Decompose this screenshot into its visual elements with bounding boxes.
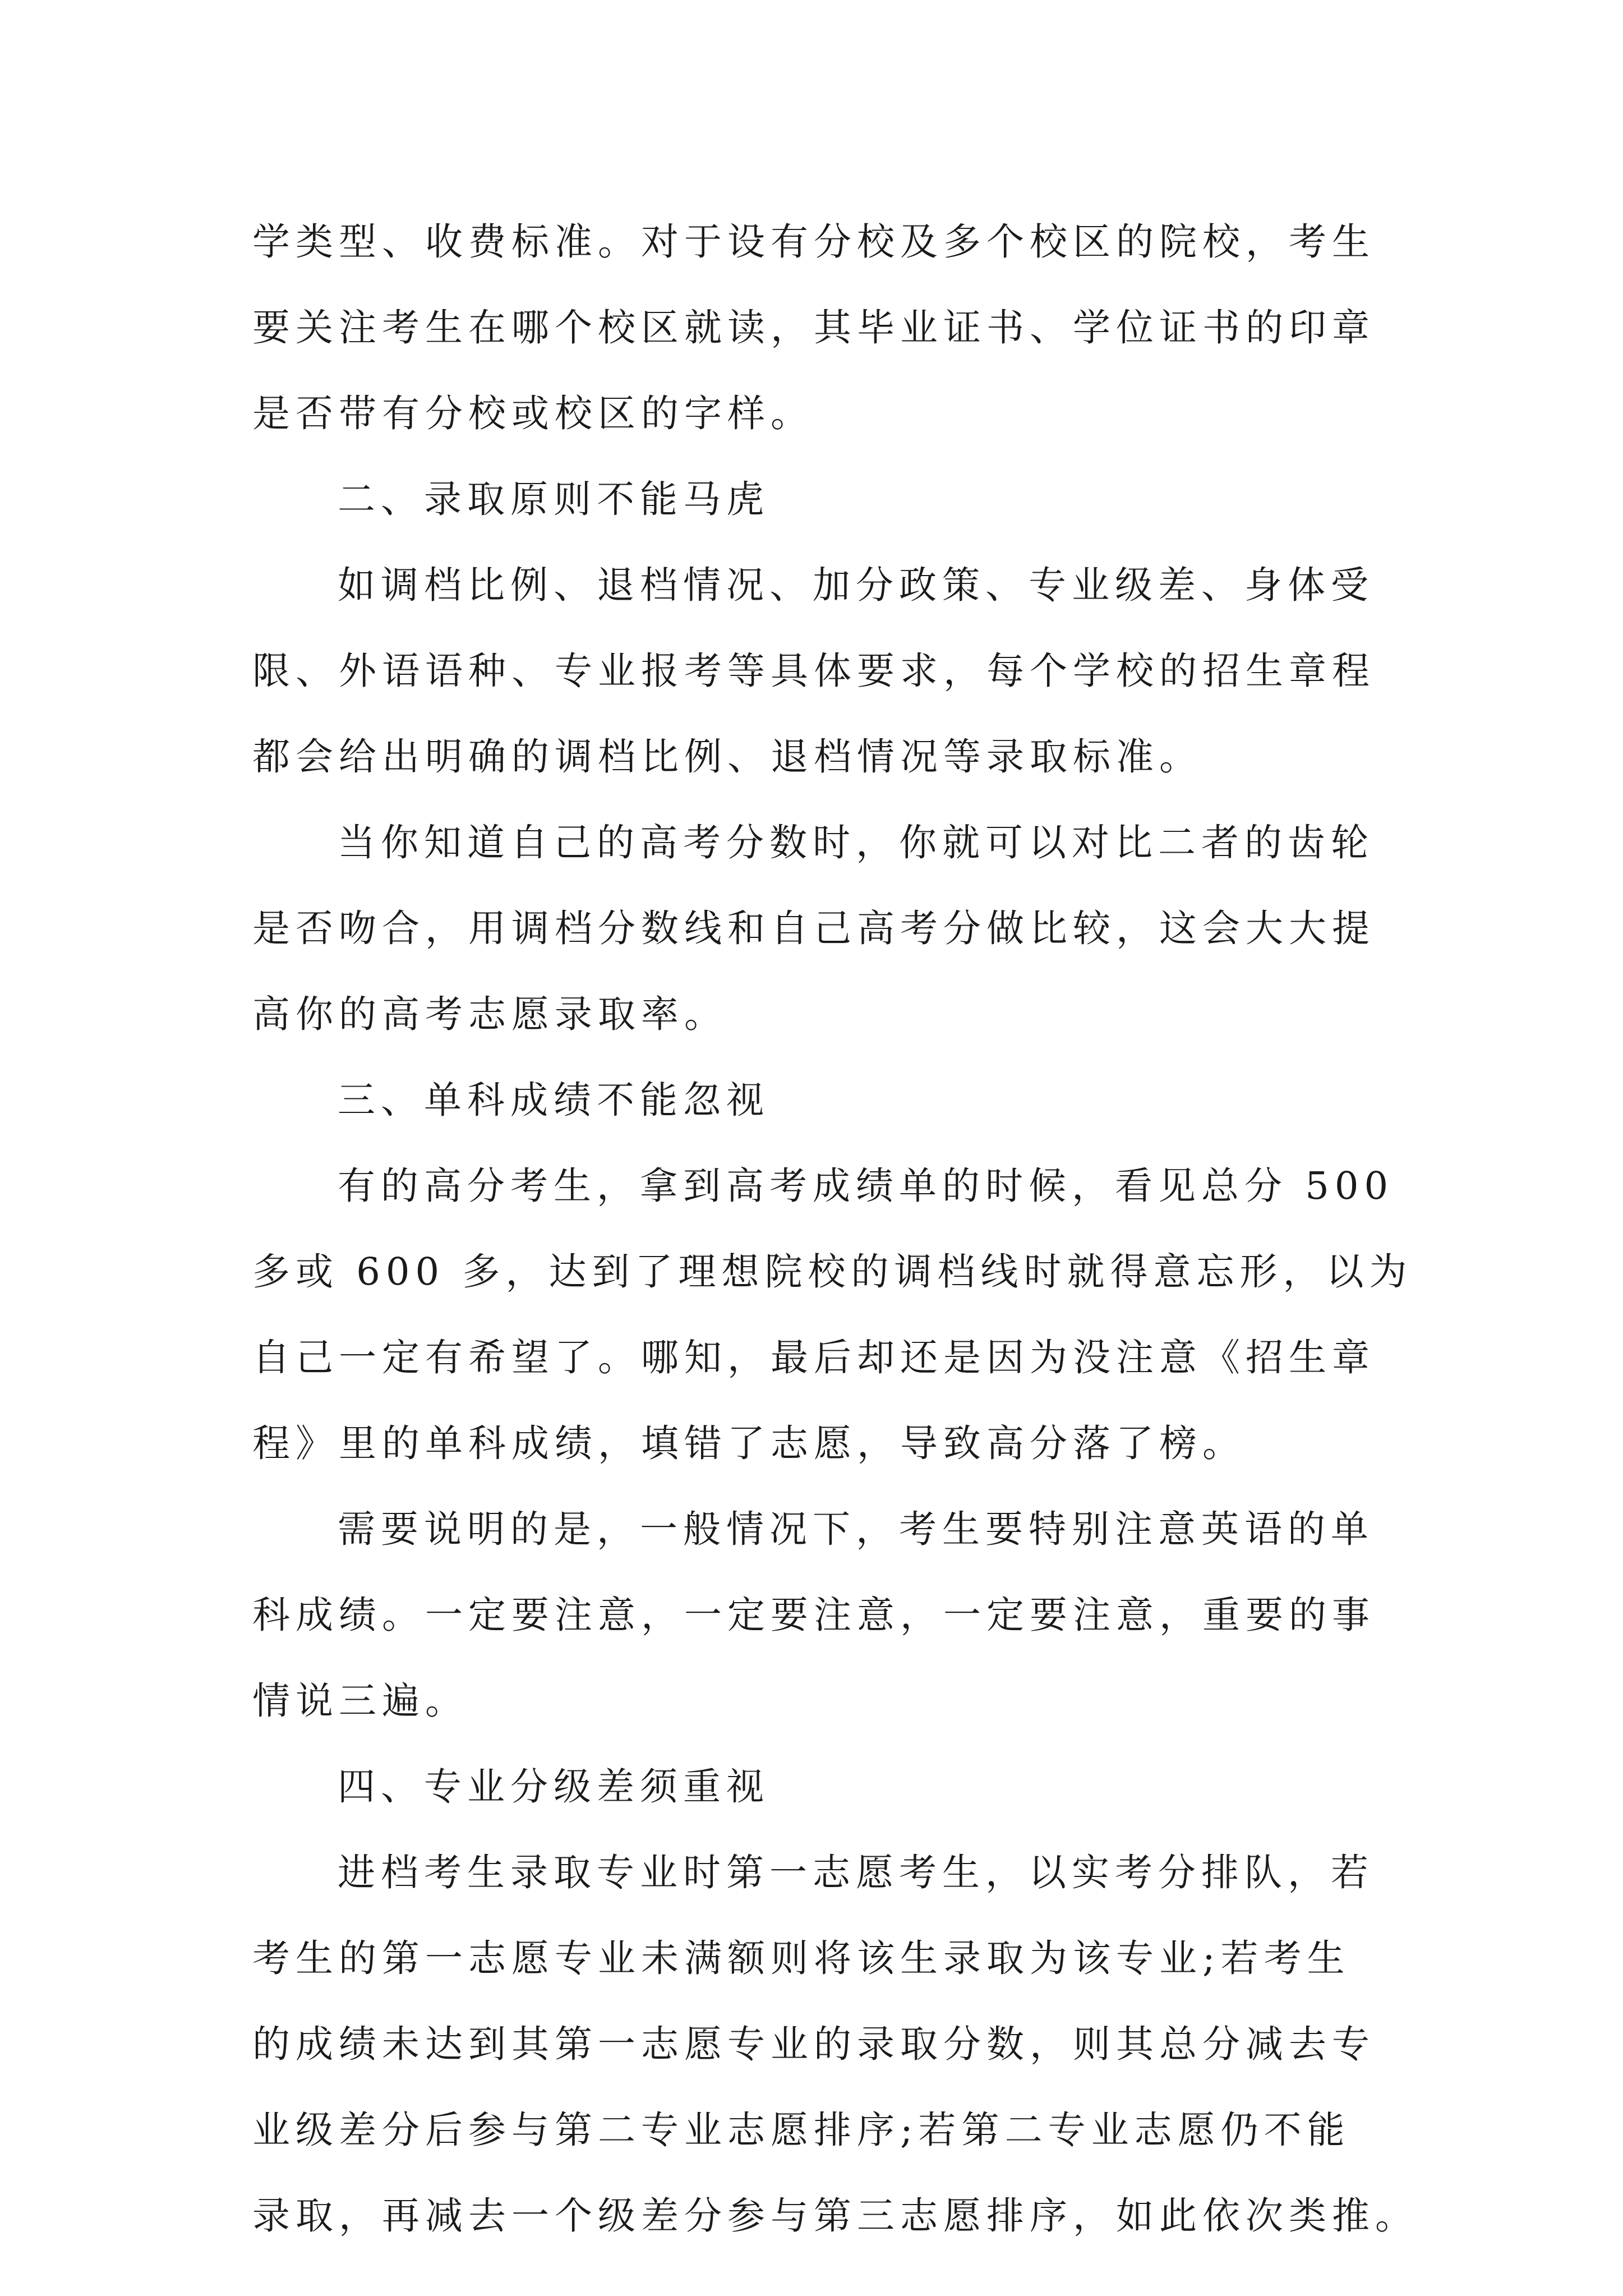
section-heading: 四、专业分级差须重视 — [338, 1765, 769, 1809]
text-line: 限、外语语种、专业报考等具体要求，每个学校的招生章程 — [252, 649, 1375, 693]
text-line: 进档考生录取专业时第一志愿考生，以实考分排队，若 — [338, 1851, 1374, 1894]
text-line: 如调档比例、退档情况、加分政策、专业级差、身体受 — [338, 563, 1374, 607]
text-line: 自己一定有希望了。哪知，最后却还是因为没注意《招生章 — [252, 1336, 1375, 1379]
text-line: 录取，再减去一个级差分参与第三志愿排序，如此依次类推。 — [252, 2194, 1418, 2238]
text-line: 当你知道自己的高考分数时，你就可以对比二者的齿轮 — [338, 821, 1374, 864]
section-heading: 三、单科成绩不能忽视 — [338, 1078, 769, 1122]
text-line: 需要说明的是，一般情况下，考生要特别注意英语的单 — [338, 1507, 1374, 1551]
text-line: 考生的第一志愿专业未满额则将该生录取为该专业;若考生 — [252, 1936, 1350, 1980]
text-line: 有的高分考生，拿到高考成绩单的时候，看见总分 500 — [338, 1164, 1394, 1208]
text-line: 多或 600 多，达到了理想院校的调档线时就得意忘形，以为 — [252, 1250, 1413, 1294]
section-heading: 二、录取原则不能马虎 — [338, 477, 769, 521]
text-line: 业级差分后参与第二专业志愿排序;若第二专业志愿仍不能 — [252, 2108, 1350, 2152]
text-line: 是否带有分校或校区的字样。 — [252, 392, 814, 435]
text-line: 情说三遍。 — [252, 1679, 468, 1723]
text-line: 的成绩未达到其第一志愿专业的录取分数，则其总分减去专 — [252, 2022, 1375, 2066]
text-line: 程》里的单科成绩，填错了志愿，导致高分落了榜。 — [252, 1421, 1246, 1465]
document-body — [252, 199, 1418, 2259]
text-line: 学类型、收费标准。对于设有分校及多个校区的院校，考生 — [252, 220, 1375, 264]
text-line: 科成绩。一定要注意，一定要注意，一定要注意，重要的事 — [252, 1593, 1375, 1637]
text-line: 高你的高考志愿录取率。 — [252, 992, 727, 1036]
text-line: 是否吻合，用调档分数线和自己高考分做比较，这会大大提 — [252, 907, 1375, 950]
text-line: 要关注考生在哪个校区就读，其毕业证书、学位证书的印章 — [252, 306, 1375, 349]
text-line: 都会给出明确的调档比例、退档情况等录取标准。 — [252, 735, 1202, 779]
